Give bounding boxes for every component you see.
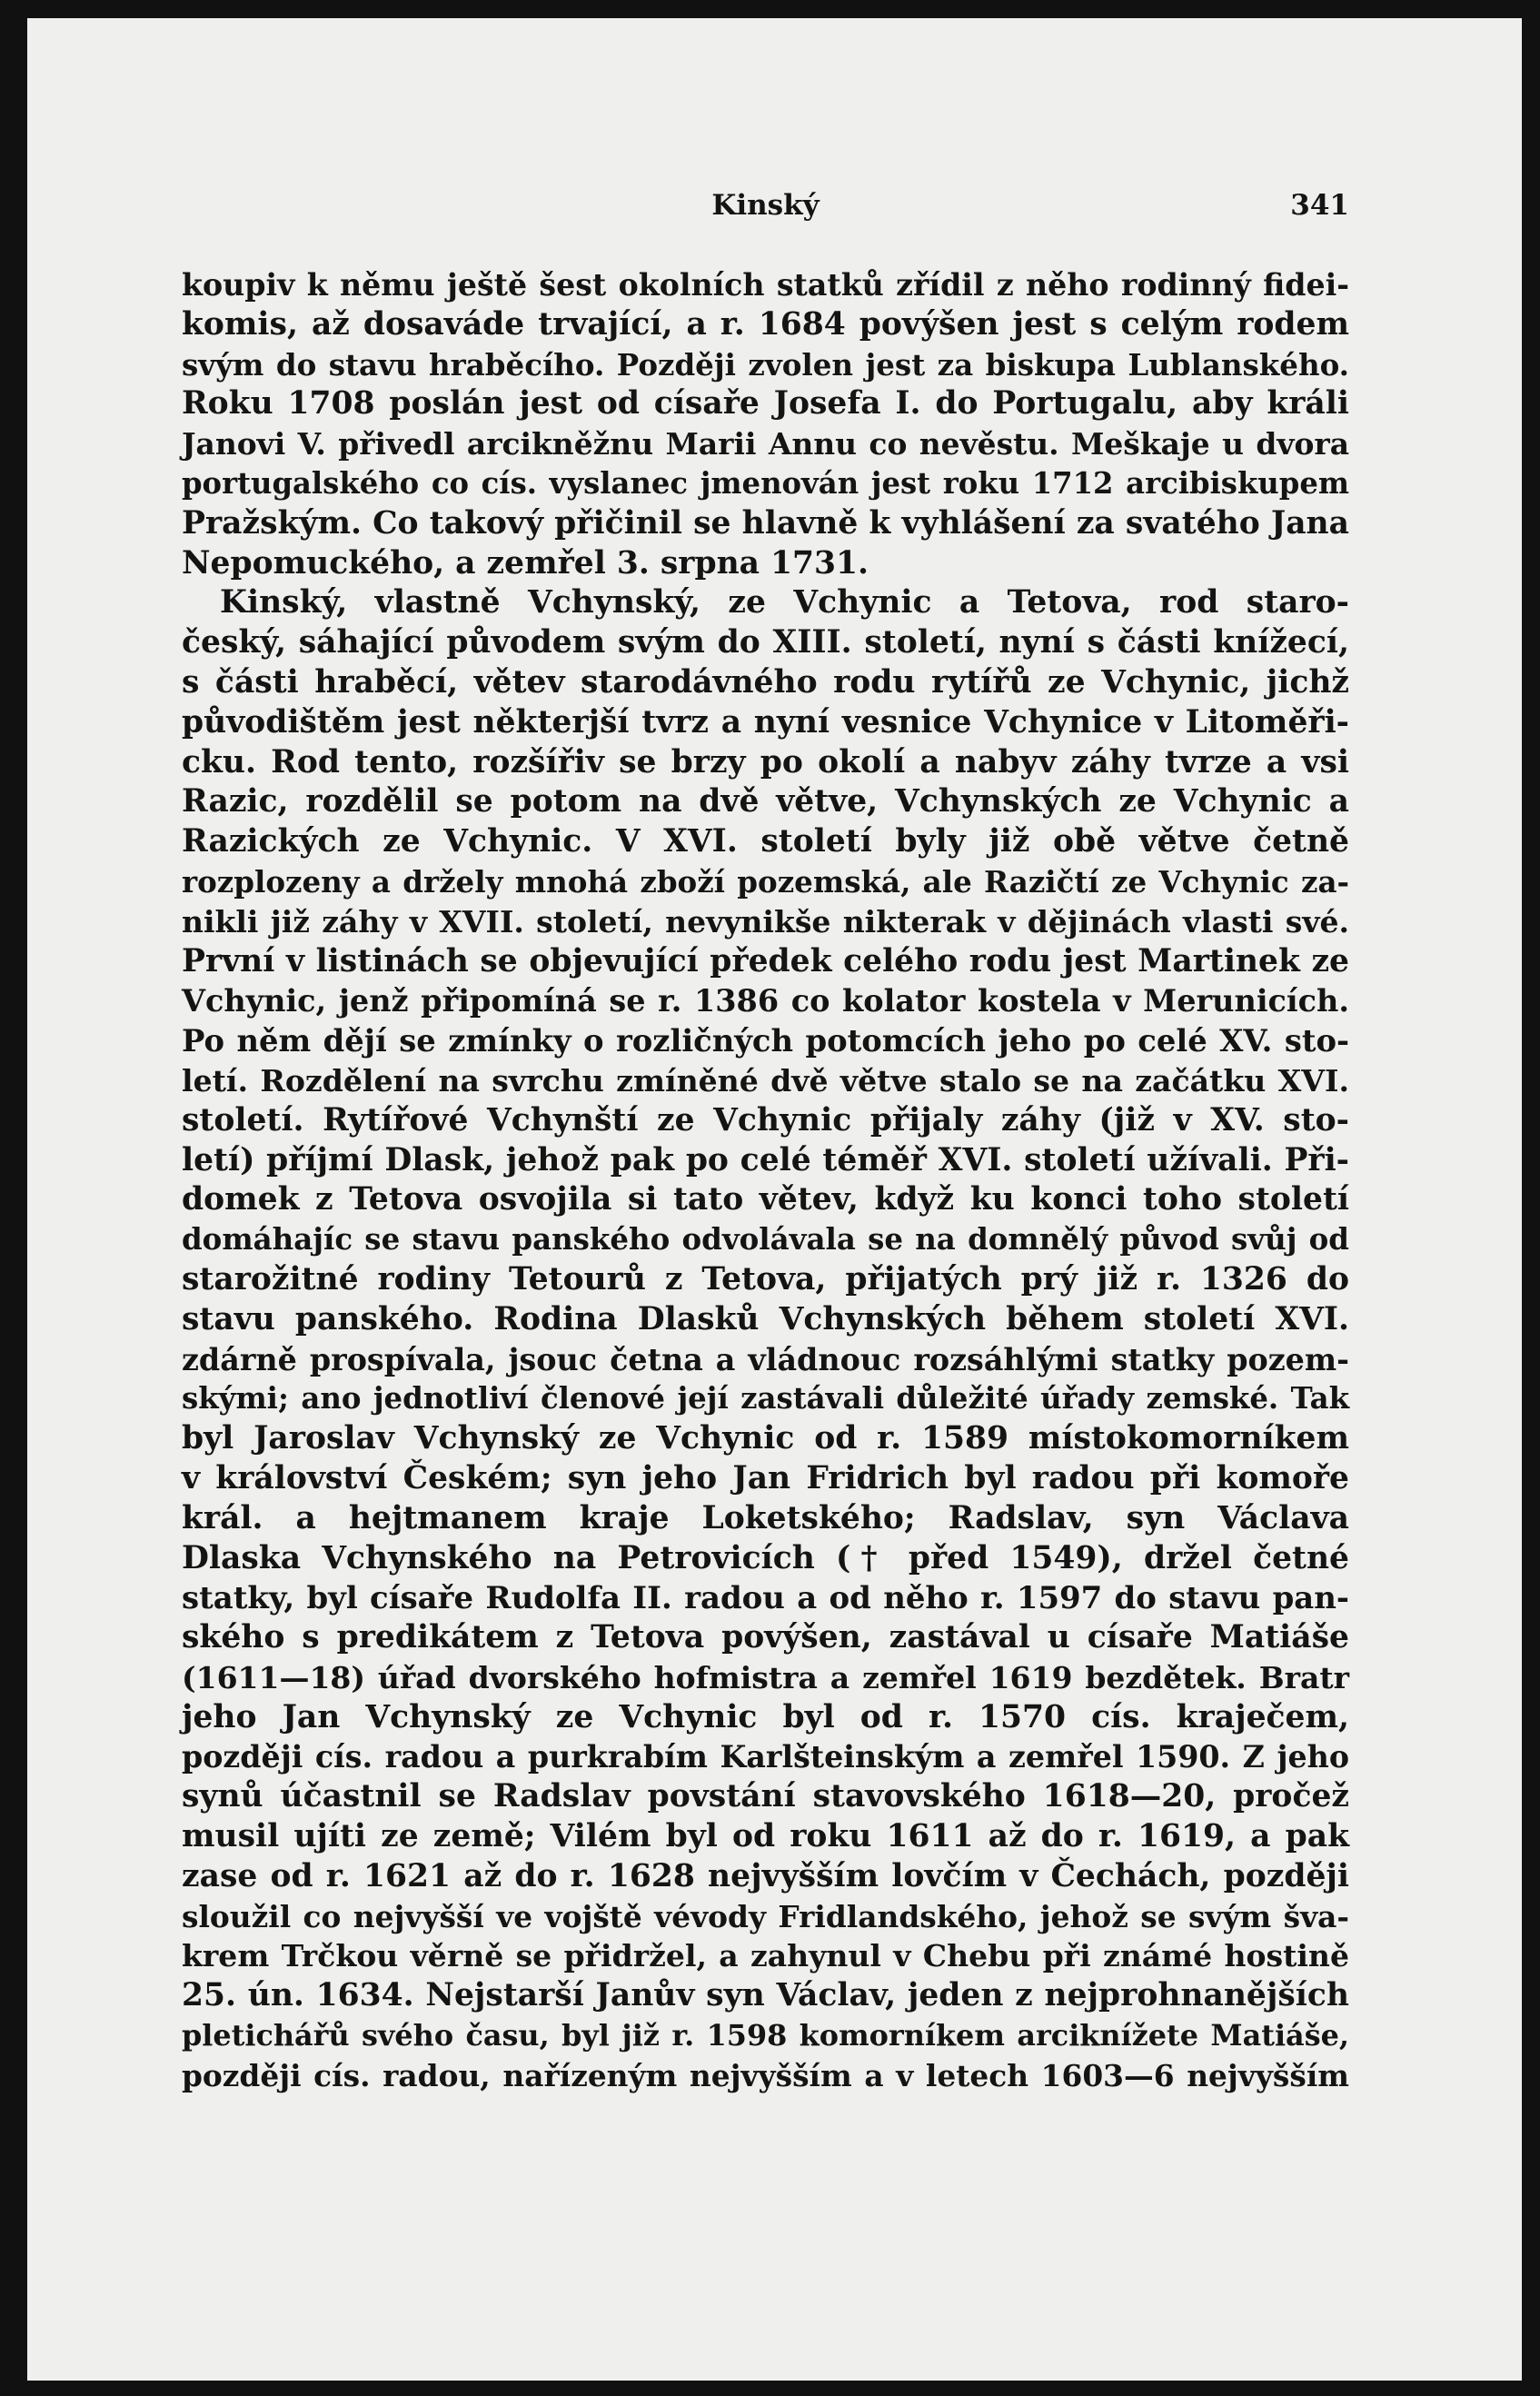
text-line: Janovi V. přivedl arcikněžnu Marii Annu co nevěstu. Meškaje u dvora [182,426,1349,462]
text-line: starožitné rodiny Tetourů z Tetova, přijatých prý již r. 1326 do [182,1260,1349,1297]
running-header [182,189,1349,234]
text-line: český, sáhající původem svým do XIII. století, nyní s části knížecí, [182,624,1349,661]
text-line: (1611—18) úřad dvorského hofmistra a zemřel 1619 bezdětek. Bratr [182,1659,1349,1695]
text-line: Pražským. Co takový přičinil se hlavně k vyhlášení za svatého Jana [182,504,1349,542]
text-line: pletichářů svého času, byl již r. 1598 komorníkem arciknížete Matiáše, [182,2018,1349,2053]
text-line: Razic, rozdělil se potom na dvě větve, Vchynských ze Vchynic a [182,783,1349,820]
text-line: zase od r. 1621 až do r. 1628 nejvyšším lovčím v Čechách, později [182,1857,1349,1894]
text-line: krem Trčkou věrně se přidržel, a zahynul v Chebu při známé hostině [182,1938,1349,1974]
text-line: stavu panského. Rodina Dlasků Vchynských během století XVI. [182,1300,1349,1337]
text-line: První v listinách se objevující předek celého rodu jest Martinek ze [182,942,1349,979]
text-line: 25. ún. 1634. Nejstarší Janův syn Václav, jeden z nejprohnanějších [182,1977,1349,2014]
text-line: Vchynic, jenž připomíná se r. 1386 co kolator kostela v Merunicích. [182,983,1349,1019]
text-line: původištěm jest některjší tvrz a nyní vesnice Vchynice v Litoměři- [182,703,1349,741]
text-line: Roku 1708 poslán jest od císaře Josefa I. do Portugalu, aby králi [182,385,1349,423]
text-line: později cís. radou, nařízeným nejvyšším a v letech 1603—6 nejvyšším [182,2057,1349,2093]
text-line: ského s predikátem z Tetova povýšen, zastával u císaře Matiáše [182,1619,1349,1656]
text-line: král. a hejtmanem kraje Loketského; Radslav, syn Václava [182,1499,1349,1536]
page-number: 341 [1290,189,1349,222]
text-line: svým do stavu hraběcího. Později zvolen jest za biskupa Lublanského. [182,346,1349,383]
text-line: v království Českém; syn jeho Jan Fridrich byl radou při komoře [182,1459,1349,1496]
text-line: portugalského co cís. vyslanec jmenován jest roku 1712 arcibiskupem [182,465,1349,501]
text-line: domáhajíc se stavu panského odvolávala se na domnělý původ svůj od [182,1222,1349,1258]
text-line: rozplozeny a držely mnohá zboží pozemská, ale Razičtí ze Vchynic za- [182,863,1349,900]
text-line: nikli již záhy v XVII. století, nevynikše nikterak v dějinách vlasti své. [182,903,1349,940]
text-line: skými; ano jednotliví členové její zastávali důležité úřady zemské. Tak [182,1381,1349,1417]
text-line: koupiv k němu ještě šest okolních statků zřídil z něho rodinný fidei- [182,267,1349,303]
text-line: sloužil co nejvyšší ve vojště vévody Fridlandského, jehož se svým šva- [182,1898,1349,1934]
text-line: letí) příjmí Dlask, jehož pak po celé téměř XVI. století užívali. Při- [182,1141,1349,1178]
entry-heading-line: Kinský, vlastně Vchynský, ze Vchynic a Tetova, rod staro- [220,584,1349,621]
text-line: synů účastnil se Radslav povstání stavovského 1618—20, pročež [182,1778,1349,1815]
text-line: Dlaska Vchynského na Petrovicích († před 1549), držel četné [182,1539,1349,1576]
text-line: Nepomuckého, a zemřel 3. srpna 1731. [182,544,869,582]
text-line: cku. Rod tento, rozšířiv se brzy po okolí a nabyv záhy tvrze a vsi [182,743,1349,780]
text-line: jeho Jan Vchynský ze Vchynic byl od r. 1570 cís. kraječem, [182,1698,1349,1735]
book-page [27,18,1522,2381]
text-line: zdárně prospívala, jsouc četna a vládnouc rozsáhlými statky pozem- [182,1341,1349,1377]
text-line: statky, byl císaře Rudolfa II. radou a od něho r. 1597 do stavu pan- [182,1579,1349,1616]
text-line: s části hraběcí, větev starodávného rodu rytířů ze Vchynic, jichž [182,663,1349,701]
text-line: komis, až dosaváde trvající, a r. 1684 povýšen jest s celým rodem [182,305,1349,343]
text-line: později cís. radou a purkrabím Karlšteinským a zemřel 1590. Z jeho [182,1739,1349,1775]
body-text [182,265,1349,2135]
running-title: Kinský [711,189,820,222]
text-line: století. Rytířové Vchynští ze Vchynic přijaly záhy (již v XV. sto- [182,1101,1349,1138]
text-line [182,2096,1349,2136]
text-line: domek z Tetova osvojila si tato větev, když ku konci toho století [182,1181,1349,1218]
text-line: Po něm dějí se zmínky o rozličných potomcích jeho po celé XV. sto- [182,1022,1349,1059]
text-line: Razických ze Vchynic. V XVI. století byly již obě větve četně [182,823,1349,860]
text-line: musil ujíti ze země; Vilém byl od roku 1611 až do r. 1619, a pak [182,1818,1349,1855]
text-line: letí. Rozdělení na svrchu zmíněné dvě větve stalo se na začátku XVI. [182,1062,1349,1099]
text-line: byl Jaroslav Vchynský ze Vchynic od r. 1589 místokomorníkem [182,1420,1349,1457]
